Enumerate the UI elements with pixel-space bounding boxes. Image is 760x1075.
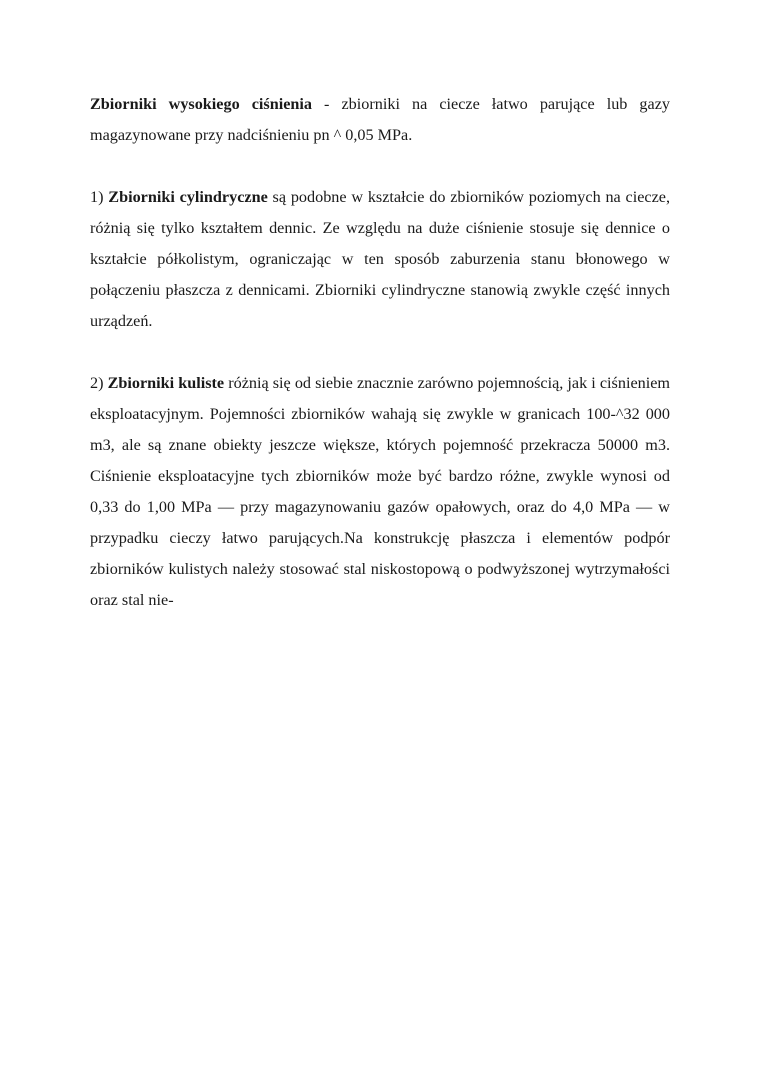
paragraph-text: różnią się od siebie znacznie zarówno pojemnością, jak i ciśnieniem eksploatacyjnym. Pojemności zbiorników wahają się zwykle w granicach 100-^32 000 m3, ale są znane obiekty jeszcze większe, których pojemność przekracza 50000 m3. Ciśnienie eksploatacyjne tych zbiorników może być bardzo różne, zwykle wynosi od 0,33 do 1,00 MPa — przy magazynowaniu gazów opałowych, oraz do 4,0 MPa — w przypadku cieczy łatwo parujących.Na konstrukcję płaszcza i elementów podpór zbiorników kulistych należy stosować stal niskostopową o podwyższonej wytrzymałości oraz stal nie- bbox=[90, 374, 670, 609]
term-cylindrical-tanks: Zbiorniki cylindryczne bbox=[108, 188, 268, 206]
list-number: 1) bbox=[90, 188, 109, 206]
paragraph-text: są podobne w kształcie do zbiorników poziomych na ciecze, różnią się tylko kształtem dennic. Ze względu na duże ciśnienie stosuje się dennice o kształcie półkolistym, ograniczając w ten sposób zaburzenia stanu błonowego w połączeniu płaszcza z dennicami. Zbiorniki cylindryczne stanowią zwykle część innych urządzeń. bbox=[90, 188, 670, 330]
paragraph-high-pressure-tanks bbox=[90, 89, 670, 151]
document-body bbox=[90, 89, 670, 647]
term-high-pressure-tanks: Zbiorniki wysokiego ciśnienia bbox=[90, 95, 312, 113]
paragraph-text: - zbiorniki na ciecze łatwo parujące lub gazy magazynowane przy nadciśnieniu pn ^ 0,05 MPa. bbox=[90, 95, 670, 144]
paragraph-cylindrical-tanks bbox=[90, 182, 670, 337]
term-spherical-tanks: Zbiorniki kuliste bbox=[107, 374, 225, 392]
paragraph-spherical-tanks bbox=[90, 368, 670, 616]
list-number: 2) bbox=[90, 374, 108, 392]
